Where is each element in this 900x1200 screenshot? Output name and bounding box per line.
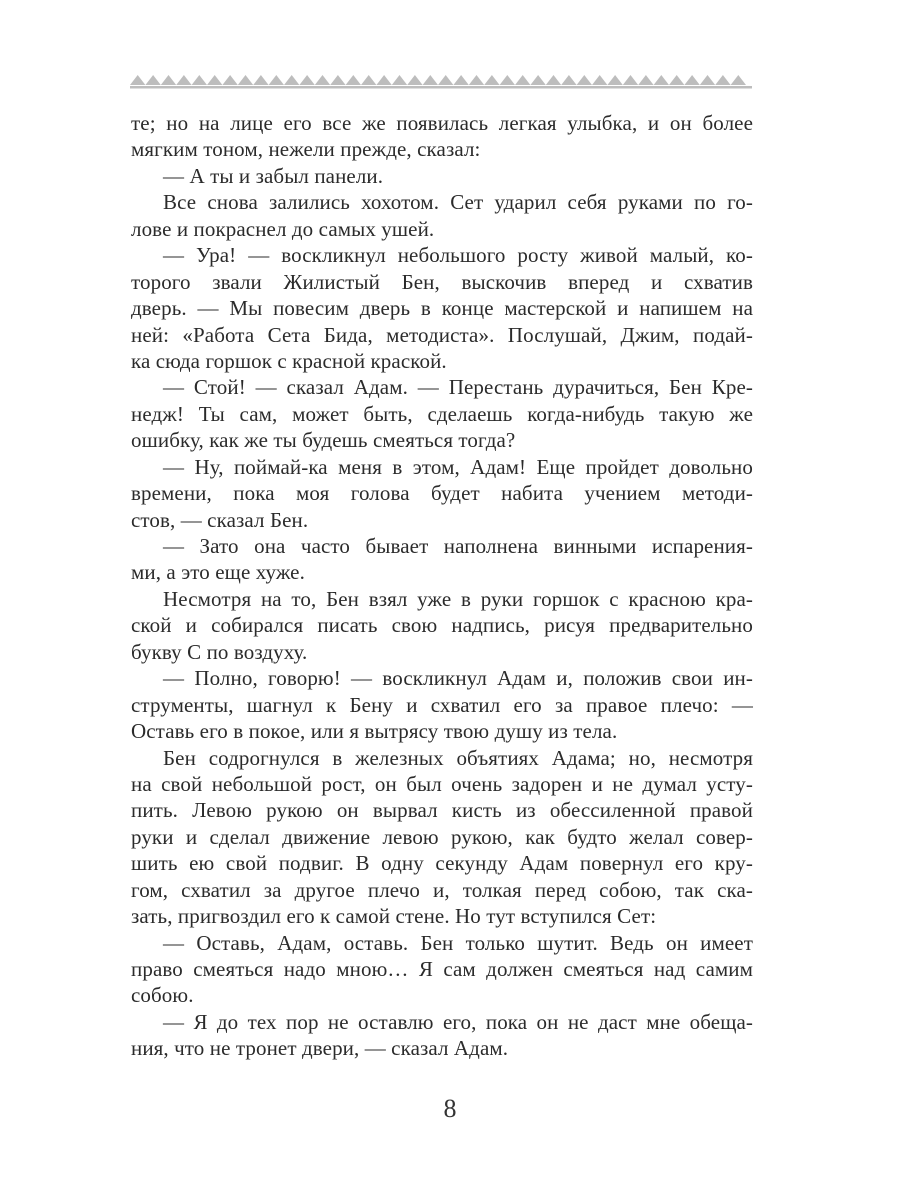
ornament-triangle xyxy=(269,75,284,85)
ornament-triangle xyxy=(284,75,299,85)
text-line: Все снова залились хохотом. Сет ударил себя руками по го- xyxy=(163,190,753,215)
text-line: букву С по воздуху. xyxy=(131,639,308,664)
text-line: шить ею свой подвиг. В одну секунду Адам повернул его кру- xyxy=(131,851,753,876)
text-line: — Я до тех пор не оставлю его, пока он не даст мне обеща- xyxy=(163,1009,753,1034)
ornament-triangle xyxy=(453,75,468,85)
text-line: право смеяться надо мною… Я сам должен смеяться над самим xyxy=(131,957,753,981)
text-line: мягким тоном, нежели прежде, сказал: xyxy=(131,137,481,162)
ornament-triangle xyxy=(731,75,746,85)
text-line: Оставь его в покое, или я вытрясу твою душу из тела. xyxy=(131,719,618,744)
text-line: на свой небольшой рост, он был очень задорен и не думал усту- xyxy=(131,771,753,796)
text-line: Несмотря на то, Бен взял уже в руки горшок с красною кра- xyxy=(163,586,753,611)
text-line: стов, — сказал Бен. xyxy=(131,507,309,532)
ornament-triangle xyxy=(715,75,730,85)
ornament-triangle xyxy=(253,75,268,85)
text-line: — Ура! — воскликнул небольшого росту живой малый, ко- xyxy=(163,243,753,268)
text-line: собою. xyxy=(131,983,194,1008)
text-line: ми, а это еще хуже. xyxy=(131,560,305,585)
ornament-triangle xyxy=(130,75,145,85)
text-line: струменты, шагнул к Бену и схватил его за правое плечо: — xyxy=(131,692,753,717)
text-line: те; но на лице его все же появилась легкая улыбка, и он более xyxy=(131,111,753,135)
ornament-triangle xyxy=(315,75,330,85)
ornament-triangle xyxy=(145,75,160,85)
ornament-triangle xyxy=(623,75,638,85)
text-line: ка сюда горшок с красной краской. xyxy=(131,348,447,373)
ornament-triangle xyxy=(407,75,422,85)
ornament-triangle xyxy=(577,75,592,85)
text-line: торого звали Жилистый Бен, выскочив вперед и схватив xyxy=(131,269,753,294)
ornament-triangle xyxy=(700,75,715,85)
ornament-triangle xyxy=(299,75,314,85)
text-line: времени, пока моя голова будет набита учением методи- xyxy=(131,481,753,506)
ornament-triangle xyxy=(592,75,607,85)
ornament-triangle xyxy=(684,75,699,85)
text-line: ошибку, как же ты будешь смеяться тогда? xyxy=(131,428,516,453)
page-body-text xyxy=(131,110,753,1062)
ornament-triangle xyxy=(546,75,561,85)
ornament-triangle xyxy=(500,75,515,85)
text-line: руки и сделал движение левою рукою, как будто желал совер- xyxy=(131,824,753,849)
header-ornament xyxy=(130,72,752,96)
ornament-triangle xyxy=(392,75,407,85)
ornament-triangle xyxy=(438,75,453,85)
ornament-triangle xyxy=(176,75,191,85)
text-line: лове и покраснел до самых ушей. xyxy=(131,216,435,241)
ornament-triangle xyxy=(222,75,237,85)
text-line: — Стой! — сказал Адам. — Перестань дурачиться, Бен Кре- xyxy=(163,375,753,400)
ornament-triangle xyxy=(330,75,345,85)
ornament-triangle xyxy=(654,75,669,85)
ornament-triangle xyxy=(469,75,484,85)
ornament-triangle xyxy=(161,75,176,85)
text-line: пить. Левою рукою он вырвал кисть из обессиленной правой xyxy=(131,798,753,823)
text-line: ней: «Работа Сета Бида, методиста». Послушай, Джим, подай- xyxy=(131,322,753,347)
page-number: 8 xyxy=(443,1094,457,1123)
text-line: недж! Ты сам, может быть, сделаешь когда-нибудь такую же xyxy=(131,401,753,426)
ornament-triangle xyxy=(361,75,376,85)
text-line: — Ну, поймай-ка меня в этом, Адам! Еще пройдет довольно xyxy=(163,454,753,479)
text-line: — Зато она часто бывает наполнена винными испарения- xyxy=(163,534,753,558)
text-line: ния, что не тронет двери, — сказал Адам. xyxy=(131,1036,509,1061)
ornament-triangle xyxy=(607,75,622,85)
ornament-triangle xyxy=(423,75,438,85)
text-line: гом, схватил за другое плечо и, толкая перед собою, так ска- xyxy=(131,877,753,902)
ornament-triangle xyxy=(669,75,684,85)
ornament-triangle xyxy=(238,75,253,85)
text-line: Бен содрогнулся в железных объятиях Адама; но, несмотря xyxy=(163,745,753,770)
ornament-triangle xyxy=(376,75,391,85)
ornament-triangle xyxy=(638,75,653,85)
text-line: зать, пригвоздил его к самой стене. Но тут вступился Сет: xyxy=(131,904,657,929)
text-line: дверь. — Мы повесим дверь в конце мастерской и напишем на xyxy=(131,296,753,321)
ornament-triangle xyxy=(530,75,545,85)
ornament-triangle xyxy=(561,75,576,85)
ornament-triangle xyxy=(207,75,222,85)
ornament-triangle xyxy=(484,75,499,85)
text-line: — А ты и забыл панели. xyxy=(163,163,384,188)
text-line: ской и собирался писать свою надпись, рисуя предварительно xyxy=(131,613,753,638)
text-line: — Полно, говорю! — воскликнул Адам и, положив свои ин- xyxy=(163,666,753,691)
ornament-triangle xyxy=(192,75,207,85)
ornament-triangle xyxy=(515,75,530,85)
ornament-triangle xyxy=(346,75,361,85)
text-line: — Оставь, Адам, оставь. Бен только шутит. Ведь он имеет xyxy=(163,930,753,955)
